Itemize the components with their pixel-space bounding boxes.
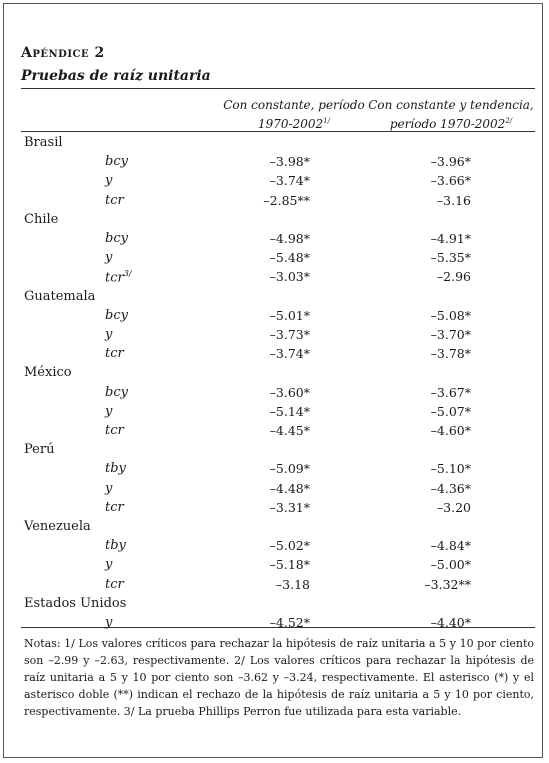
value-constant-trend: –3.67* [430,384,471,400]
country-label: Venezuela [24,519,91,534]
variable-label [105,327,112,342]
value-constant: –5.48* [269,250,310,266]
variable-name: y [105,480,113,496]
country-label: Estados Unidos [24,595,127,611]
appendix-title: Apéndice 2 [21,45,105,61]
column-header-2 [366,97,536,132]
column-header-2-line2 [366,113,536,132]
value-constant: –5.14* [269,403,310,419]
variable-label [105,557,112,572]
column-header-2-note: 2/ [505,117,513,125]
value-constant-trend: –3.70* [430,327,471,342]
country-label: Brasil [24,135,63,150]
variable-label [105,385,128,400]
variable-label [105,461,126,476]
value-constant-trend: –4.40* [430,615,471,630]
variable-name: y [105,615,113,630]
top-rule [21,88,535,89]
value-constant-trend: –5.00* [430,557,471,573]
column-header-1-line2 [204,113,384,132]
table-subtitle: Pruebas de raíz unitaria [21,68,211,84]
variable-name: y [105,327,113,342]
country-label: Chile [24,211,59,227]
variable-label [105,154,128,169]
value-constant: –4.45* [269,423,310,438]
value-constant-trend: –4.84* [430,538,471,554]
value-constant-trend: –3.32** [424,576,471,592]
variable-footnote: 3/ [123,269,132,279]
value-constant: –3.74* [269,346,310,362]
value-constant-trend: –5.08* [430,307,471,323]
value-constant: –5.18* [269,557,310,573]
column-header-2-line1: Con constante y tendencia, [368,98,534,112]
variable-label [105,250,112,265]
variable-name: y [105,173,113,189]
variable-name: tcr [105,499,124,515]
value-constant: –3.98* [269,154,310,170]
variable-name: tcr [105,270,124,286]
variable-label [105,481,112,496]
country-label: Guatemala [24,288,96,304]
column-header-1-period: 1970-2002 [258,117,324,131]
value-constant-trend: –5.10* [430,461,471,477]
variable-name: tby [105,538,126,554]
table-frame [3,3,543,758]
variable-name: tcr [105,192,124,208]
table-notes: Notas: 1/ Los valores críticos para rechazar la hipótesis de raíz unitaria a 5 y 10 por ciento son –2.99 y –2.63, respectivamente. 2/ Los valores críticos para rechazar la hipótesis de raíz unitaria a 5 y 10 por ciento son –3.62 y –3.24, respectivamente. El asterisco (*) y el asterisco doble (**) indican el rechazo de la hipótesis de raíz unitaria a 5 y 10 por ciento, respectivamente. 3/ La prueba Phillips Perron fue utilizada para esta variable. [24,637,534,718]
value-constant: –5.09* [269,461,310,477]
value-constant-trend: –3.96* [430,154,471,170]
value-constant-trend: –4.91* [430,231,471,246]
country-label: Perú [24,442,55,458]
variable-label [105,173,112,188]
column-header-1 [204,97,384,132]
value-constant: –3.60* [269,384,310,400]
variable-label [105,269,132,285]
variable-name: bcy [105,231,128,246]
variable-name: y [105,403,113,419]
value-constant: –2.85** [263,192,310,208]
value-constant-trend: –4.36* [430,480,471,496]
bottom-rule [21,627,535,628]
country-label: México [24,365,72,381]
value-constant-trend: –5.35* [430,250,471,266]
value-constant-trend: –4.60* [430,423,471,438]
variable-name: bcy [105,307,128,323]
variable-name: y [105,557,113,573]
variable-label [105,538,126,553]
variable-name: y [105,250,113,266]
variable-label [105,231,128,246]
variable-name: tcr [105,576,124,592]
value-constant: –4.98* [269,231,310,246]
variable-name: tby [105,461,126,477]
column-header-2-period: período 1970-2002 [389,117,506,131]
variable-name: bcy [105,384,128,400]
column-header-1-note: 1/ [323,117,330,125]
value-constant: –3.74* [269,173,310,189]
value-constant: –5.02* [269,538,310,554]
variable-label [105,193,124,208]
variable-label [105,346,124,361]
value-constant: –4.48* [269,480,310,496]
variable-label [105,500,124,515]
variable-name: bcy [105,154,128,170]
value-constant: –5.01* [269,307,310,323]
value-constant: –3.18 [275,576,310,592]
variable-name: tcr [105,346,124,362]
value-constant: –3.31* [269,499,310,515]
value-constant-trend: –5.07* [430,403,471,419]
value-constant-trend: –3.20 [436,499,471,515]
header-rule [21,131,535,132]
value-constant-trend: –3.16 [436,192,471,208]
variable-label [105,308,128,323]
value-constant: –4.52* [269,615,310,630]
value-constant-trend: –3.78* [430,346,471,362]
value-constant-trend: –3.66* [430,173,471,189]
variable-name: tcr [105,423,124,438]
column-header-1-line1: Con constante, período [223,98,365,112]
variable-label [105,577,124,592]
value-constant: –3.73* [269,327,310,342]
variable-label [105,404,112,419]
value-constant-trend: –2.96 [436,269,471,285]
variable-label [105,423,124,438]
value-constant: –3.03* [269,269,310,285]
